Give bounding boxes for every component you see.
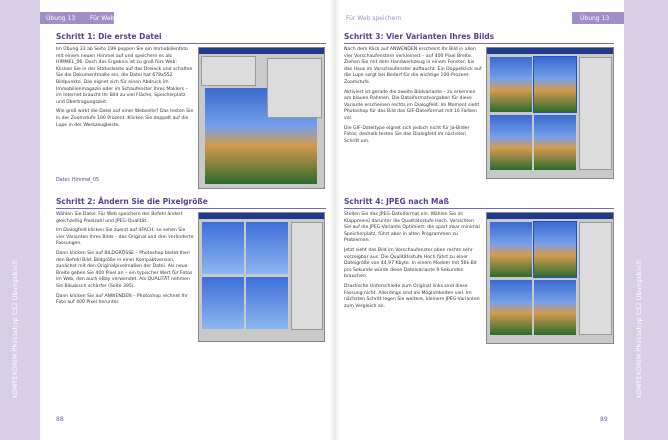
preview-tile-4 xyxy=(246,277,288,329)
section2-screenshot xyxy=(198,212,325,342)
section2-para2: Im Dialogfeld klicken Sie zuerst auf 4FACH; so sehen Sie vier Varianten Ihres Bilds – das Original und drei veränderte Fassungen. xyxy=(56,228,194,247)
right-spine-text: KOMPENDIUM Photoshop CS2 Übungsbuch xyxy=(636,259,643,398)
section3-rule xyxy=(344,43,614,44)
section4-screenshot xyxy=(486,212,614,344)
section1-para2: Wie groß wirkt die Datei auf einer Webseite? Das testen Sie in der Zoomstufe 100 Prozent. Klicken Sie doppelt auf die Lupe in der Werkzeugleiste. xyxy=(56,109,194,128)
section2-para3: Dann klicken Sie auf BILDGRÖSSE – Photoshop bietet Ihen den Befehl Bild: Bildgröße in einer Kompaktversion, zunächst mit den Originalpixelmaßen der Datei. Als neue Breite geben Sie 400 Pixel an – ein typischer Wert für Fotos im Web, den auch eBay verwendet. Als QUALITÄT nehmen Sie Bikubisch schärfer (Seite 395). xyxy=(56,250,193,289)
section3-title: Schritt 3: Vier Varianten Ihres Bilds xyxy=(344,32,495,41)
section4-rule xyxy=(344,208,614,209)
screenshot-titlebar xyxy=(487,213,613,219)
section2-para1: Wählen Sie Datei: Für Web speichern der Befehl ändert gleichzeitig Pixelzahl und JPEG-Qualität. xyxy=(56,212,183,224)
screenshot-titlebar xyxy=(487,48,613,54)
preview-tile-3 xyxy=(202,277,244,329)
section4-title: Schritt 4: JPEG nach Maß xyxy=(344,197,449,206)
section1-rule xyxy=(56,43,326,44)
section3-para3: Die GIF-Dateitype eignet sich jedoch nicht für Ja-Bilder Fotos; deshalb testen Sie das Dialogfeld im nächsten Schritt um. xyxy=(344,125,470,144)
left-spine-text: KOMPENDIUM Photoshop CS2 Übungsbuch xyxy=(12,259,19,398)
section2-rule xyxy=(56,208,326,209)
preview-tile-2 xyxy=(246,222,288,274)
section4-para2: Jetzt sieht das Bild im Vorschaufenster oben rechts sehr vorzeigbar aus. Die Qualitätsstufe Hoch führt zu einer Dateigröße von 44,97 Kbyte. In einem Modem mit 56k-Bit pro Sekunde würde diese Dateivariante 9 Sekunden brauchen. xyxy=(344,247,477,280)
screenshot-panel-navigator xyxy=(201,56,256,86)
right-page-number: 89 xyxy=(600,416,608,423)
preview-tile-3 xyxy=(490,280,532,335)
preview-tile-4 xyxy=(534,115,576,170)
section2-para4: Dann klicken Sie auf ANWENDEN – Photoshop rechnet Ihr Foto auf 400 Pixel herunter. xyxy=(56,293,188,306)
gutter xyxy=(330,0,340,440)
settings-panel xyxy=(579,222,612,335)
preview-tile-1 xyxy=(490,57,532,112)
section1-title: Schritt 1: Die erste Datei xyxy=(56,32,162,41)
section1-file-link: Datei: Himmel_05 xyxy=(56,178,100,183)
screenshot-titlebar xyxy=(199,213,324,219)
section1-text xyxy=(56,47,194,132)
section2-text xyxy=(56,212,194,310)
settings-panel xyxy=(579,57,612,170)
section4-para1: Stellen Sie das JPEG-Dateiformat ein. Wählen Sie im Klappmenü darunter die Qualitätsstufe Hoch. Verzichten Sie auf die JPEG-Variante Optimiert; die spart zwar minimal Speicherplatz, führt aber in alten Programmen zu Problemen. xyxy=(344,212,480,244)
preview-tile-2 xyxy=(534,57,576,112)
section3-screenshot xyxy=(486,47,614,179)
preview-tile-2 xyxy=(534,222,576,277)
section4-para3: Drastische Unterschiede zum Original links sind diese Fassung nicht. Allerdings sind als Möglichkeiten viel. Im nächsten Schritt legen Sie weitere, kleinere JPEG-Varianten zum Vergleich an. xyxy=(344,283,480,309)
left-header-chapter: Übung 13 xyxy=(46,15,76,22)
section4-text xyxy=(344,212,482,313)
preview-tile-4 xyxy=(534,280,576,335)
section1-screenshot xyxy=(198,47,325,189)
preview-tile-1 xyxy=(202,222,244,274)
screenshot-titlebar xyxy=(199,48,324,54)
preview-tile-1 xyxy=(490,222,532,277)
section3-para2: Aktiviert ist gerade die zweite Bildvariante – zu erkennen am blauen Rahmen. Die Dateiformatvorgaben für diese Variante erscheinen rechts im Dialogfeld. Im Moment sieht Photoshop für das Bild das GIF-Dateiformat mit 16 Farben vor. xyxy=(344,89,480,121)
left-spine-strip xyxy=(0,0,40,440)
right-spine-strip xyxy=(624,0,668,440)
left-header-title: Für Web speichern xyxy=(90,15,146,22)
preview-tile-3 xyxy=(490,115,532,170)
section3-text xyxy=(344,47,482,148)
right-header-title: Für Web speichern xyxy=(346,15,402,22)
screenshot-panel-layers xyxy=(267,58,322,118)
section2-title: Schritt 2: Ändern Sie die Pixelgröße xyxy=(56,197,208,206)
right-header-chapter: Übung 13 xyxy=(580,15,610,22)
section1-para1: Im Übung 33 ab Seite 199 peppen Sie ein Immobilienfoto mit einem neuen Himmel auf und speichern es als HIMMEL_06. Doch das Ergebnis ist zu groß fürs Web: Klicken Sie in der Statusleiste auf das Dreieck und schalten Sie die Dokumentmaße ein, die Datei hat 678x552 Bildpunkte. Das eignet sich für einen Abdruck im Immobilienmagazin oder im Schaufenster Ihres Maklers – im Internet braucht Ihr Bild zu viel Fläche, Speicherplatz und Übertragungszeit. xyxy=(56,47,193,105)
left-page-number: 88 xyxy=(56,416,64,423)
section3-para1: Nach dem Klick auf ANWENDEN erscheint Ihr Bild in allen vier Vorschaufenstern verkleinert – auf 400 Pixel Breite. Ziehen Sie mit dem Handwerkzeug in einem Fenster, bis das Haus im Vorschaufenster auftaucht. Ein Doppelklick auf die Lupe sorgt bei Bedarf für die wichtige 100-Prozent-Zoomstufe. xyxy=(344,47,482,85)
settings-panel xyxy=(291,222,323,330)
